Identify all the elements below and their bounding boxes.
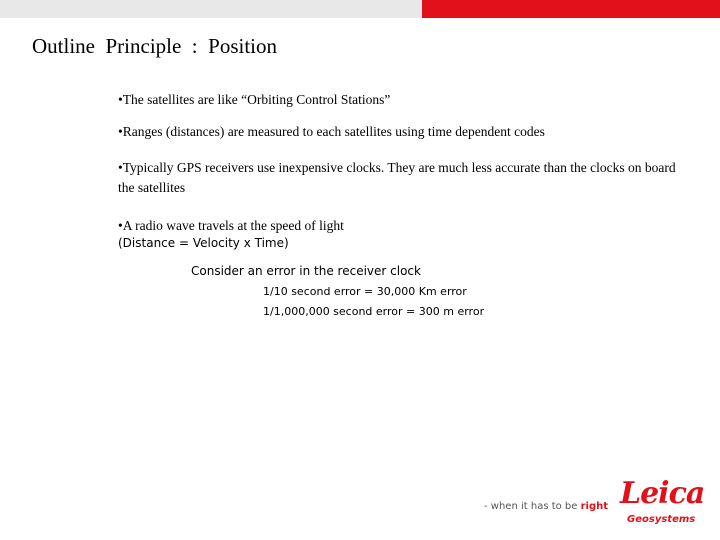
distance-formula: (Distance = Velocity x Time) [118,236,289,250]
slide-title: Outline Principle : Position [32,34,277,58]
header-bar-red [422,0,720,18]
tagline-prefix: - when it has to be [484,501,581,512]
logo-wordmark: Leica [620,476,705,511]
bullet-ranges: •Ranges (distances) are measured to each satellites using time dependent codes [118,124,545,139]
footer-tagline [484,501,608,512]
bullet-receiver-clocks: •Typically GPS receivers use inexpensive clocks. They are much less accurate than the clocks on board the satellites [118,160,676,195]
header-bar-gray [0,0,422,18]
error-line-tenth-second: 1/10 second error = 30,000 Km error [263,285,467,298]
consider-error-text: Consider an error in the receiver clock [191,264,421,278]
bullet-orbiting-stations: •The satellites are like “Orbiting Control Stations” [118,92,391,107]
error-line-microsecond: 1/1,000,000 second error = 300 m error [263,305,485,318]
tagline-emphasis: right [580,501,609,512]
leica-logo [620,476,705,532]
bullet-radio-wave: •A radio wave travels at the speed of light [118,218,344,233]
logo-subtitle: Geosystems [627,514,696,525]
